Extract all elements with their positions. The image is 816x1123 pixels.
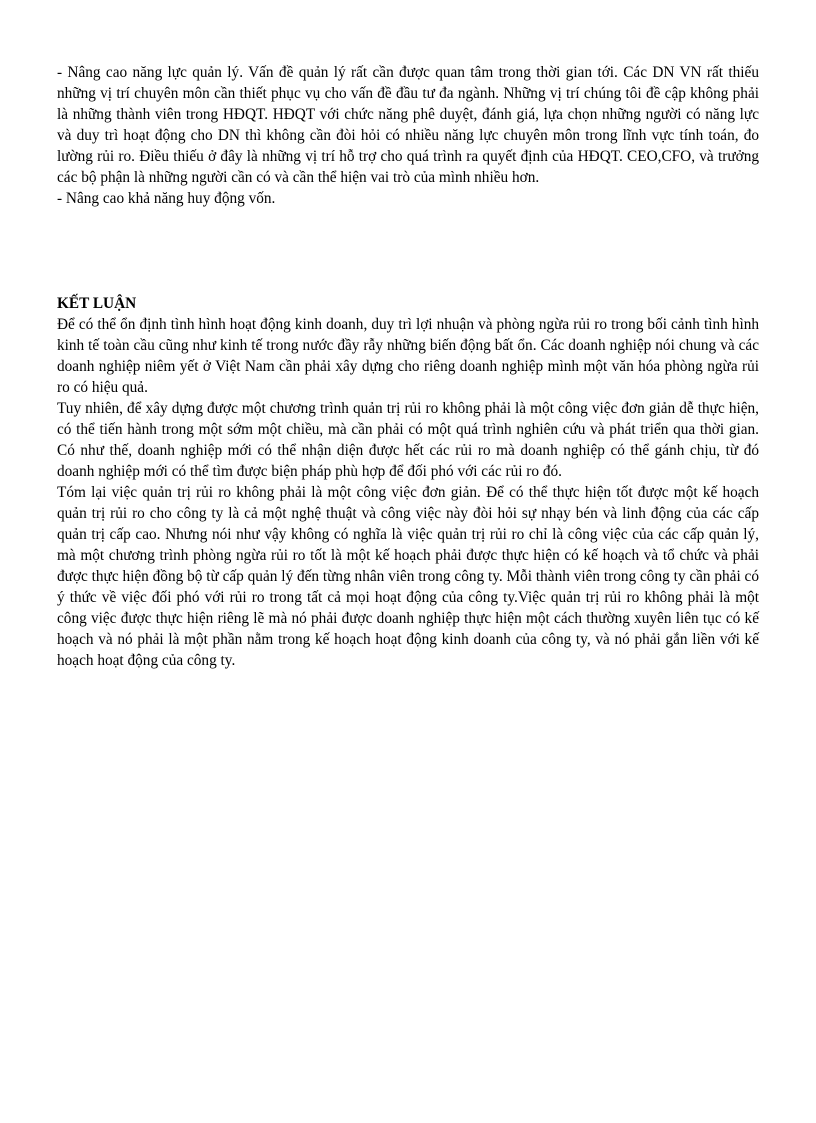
conclusion-paragraph-2: Tuy nhiên, để xây dựng được một chương trình quản trị rủi ro không phải là một công việc đơn giản dễ thực hiện, có thể tiến hành trong một sớm một chiều, mà cần phải có một quá trình nghiên cứu và phát triển qua thời gian. Có như thế, doanh nghiệp mới có thể nhận diện được hết các rủi ro mà doanh nghiệp có thể gánh chịu, từ đó doanh nghiệp mới có thể tìm được biện pháp phù hợp để đối phó với các rủi ro đó. [57, 400, 759, 480]
section-spacer [57, 209, 759, 293]
management-capacity-paragraph: - Nâng cao năng lực quản lý. Vấn đề quản lý rất cần được quan tâm trong thời gian tới. Các DN VN rất thiếu những vị trí chuyên môn cần thiết phục vụ cho vấn đề đầu tư đa ngành. Những vị trí chúng tôi đề cập không phải là những thành viên trong HĐQT. HĐQT với chức năng phê duyệt, đánh giá, lựa chọn những người có năng lực và duy trì hoạt động cho DN thì không cần đòi hỏi có nhiều năng lực chuyên môn trong lĩnh vực tính toán, đo lường rủi ro. Điều thiếu ở đây là những vị trí hỗ trợ cho quá trình ra quyết định của HĐQT. CEO,CFO, và trưởng các bộ phận là những người cần có và cần thể hiện vai trò của mình nhiều hơn. [57, 64, 759, 186]
conclusion-paragraph-1: Để có thể ổn định tình hình hoạt động kinh doanh, duy trì lợi nhuận và phòng ngừa rủi ro trong bối cảnh tình hình kinh tế toàn cầu cũng như kinh tế trong nước đầy rẫy những biến động bất ổn. Các doanh nghiệp nói chung và các doanh nghiệp niêm yết ở Việt Nam cần phải xây dựng cho riêng doanh nghiệp mình một văn hóa phòng ngừa rủi ro có hiệu quả. [57, 316, 759, 396]
capital-mobilization-paragraph: - Nâng cao khả năng huy động vốn. [57, 190, 276, 207]
document-page [57, 62, 759, 671]
conclusion-paragraph-3: Tóm lại việc quản trị rủi ro không phải là một công việc đơn giản. Để có thể thực hiện tốt được một kế hoạch quản trị rủi ro cho công ty là cả một nghệ thuật và công việc này đòi hỏi sự nhạy bén và linh động của các cấp quản trị cấp cao. Nhưng nói như vậy không có nghĩa là việc quản trị rủi ro chỉ là công việc của các cấp quản lý, mà một chương trình phòng ngừa rủi ro tốt là một kế hoạch phải được thực hiện có kế hoạch và tổ chức và phải được thực hiện đồng bộ từ cấp quản lý đến từng nhân viên trong công ty. Mỗi thành viên trong công ty cần phải có ý thức về việc đối phó với rủi ro trong tất cả mọi hoạt động của công ty.Việc quản trị rủi ro không phải là một công việc được thực hiện riêng lẽ mà nó phải được doanh nghiệp thực hiện một cách thường xuyên liên tục có kế hoạch và nó phải là một phần nằm trong kế hoạch hoạt động kinh doanh của công ty, và nó phải gắn liền với kế hoạch hoạt động của công ty. [57, 484, 759, 669]
conclusion-heading: KẾT LUẬN [57, 295, 137, 312]
